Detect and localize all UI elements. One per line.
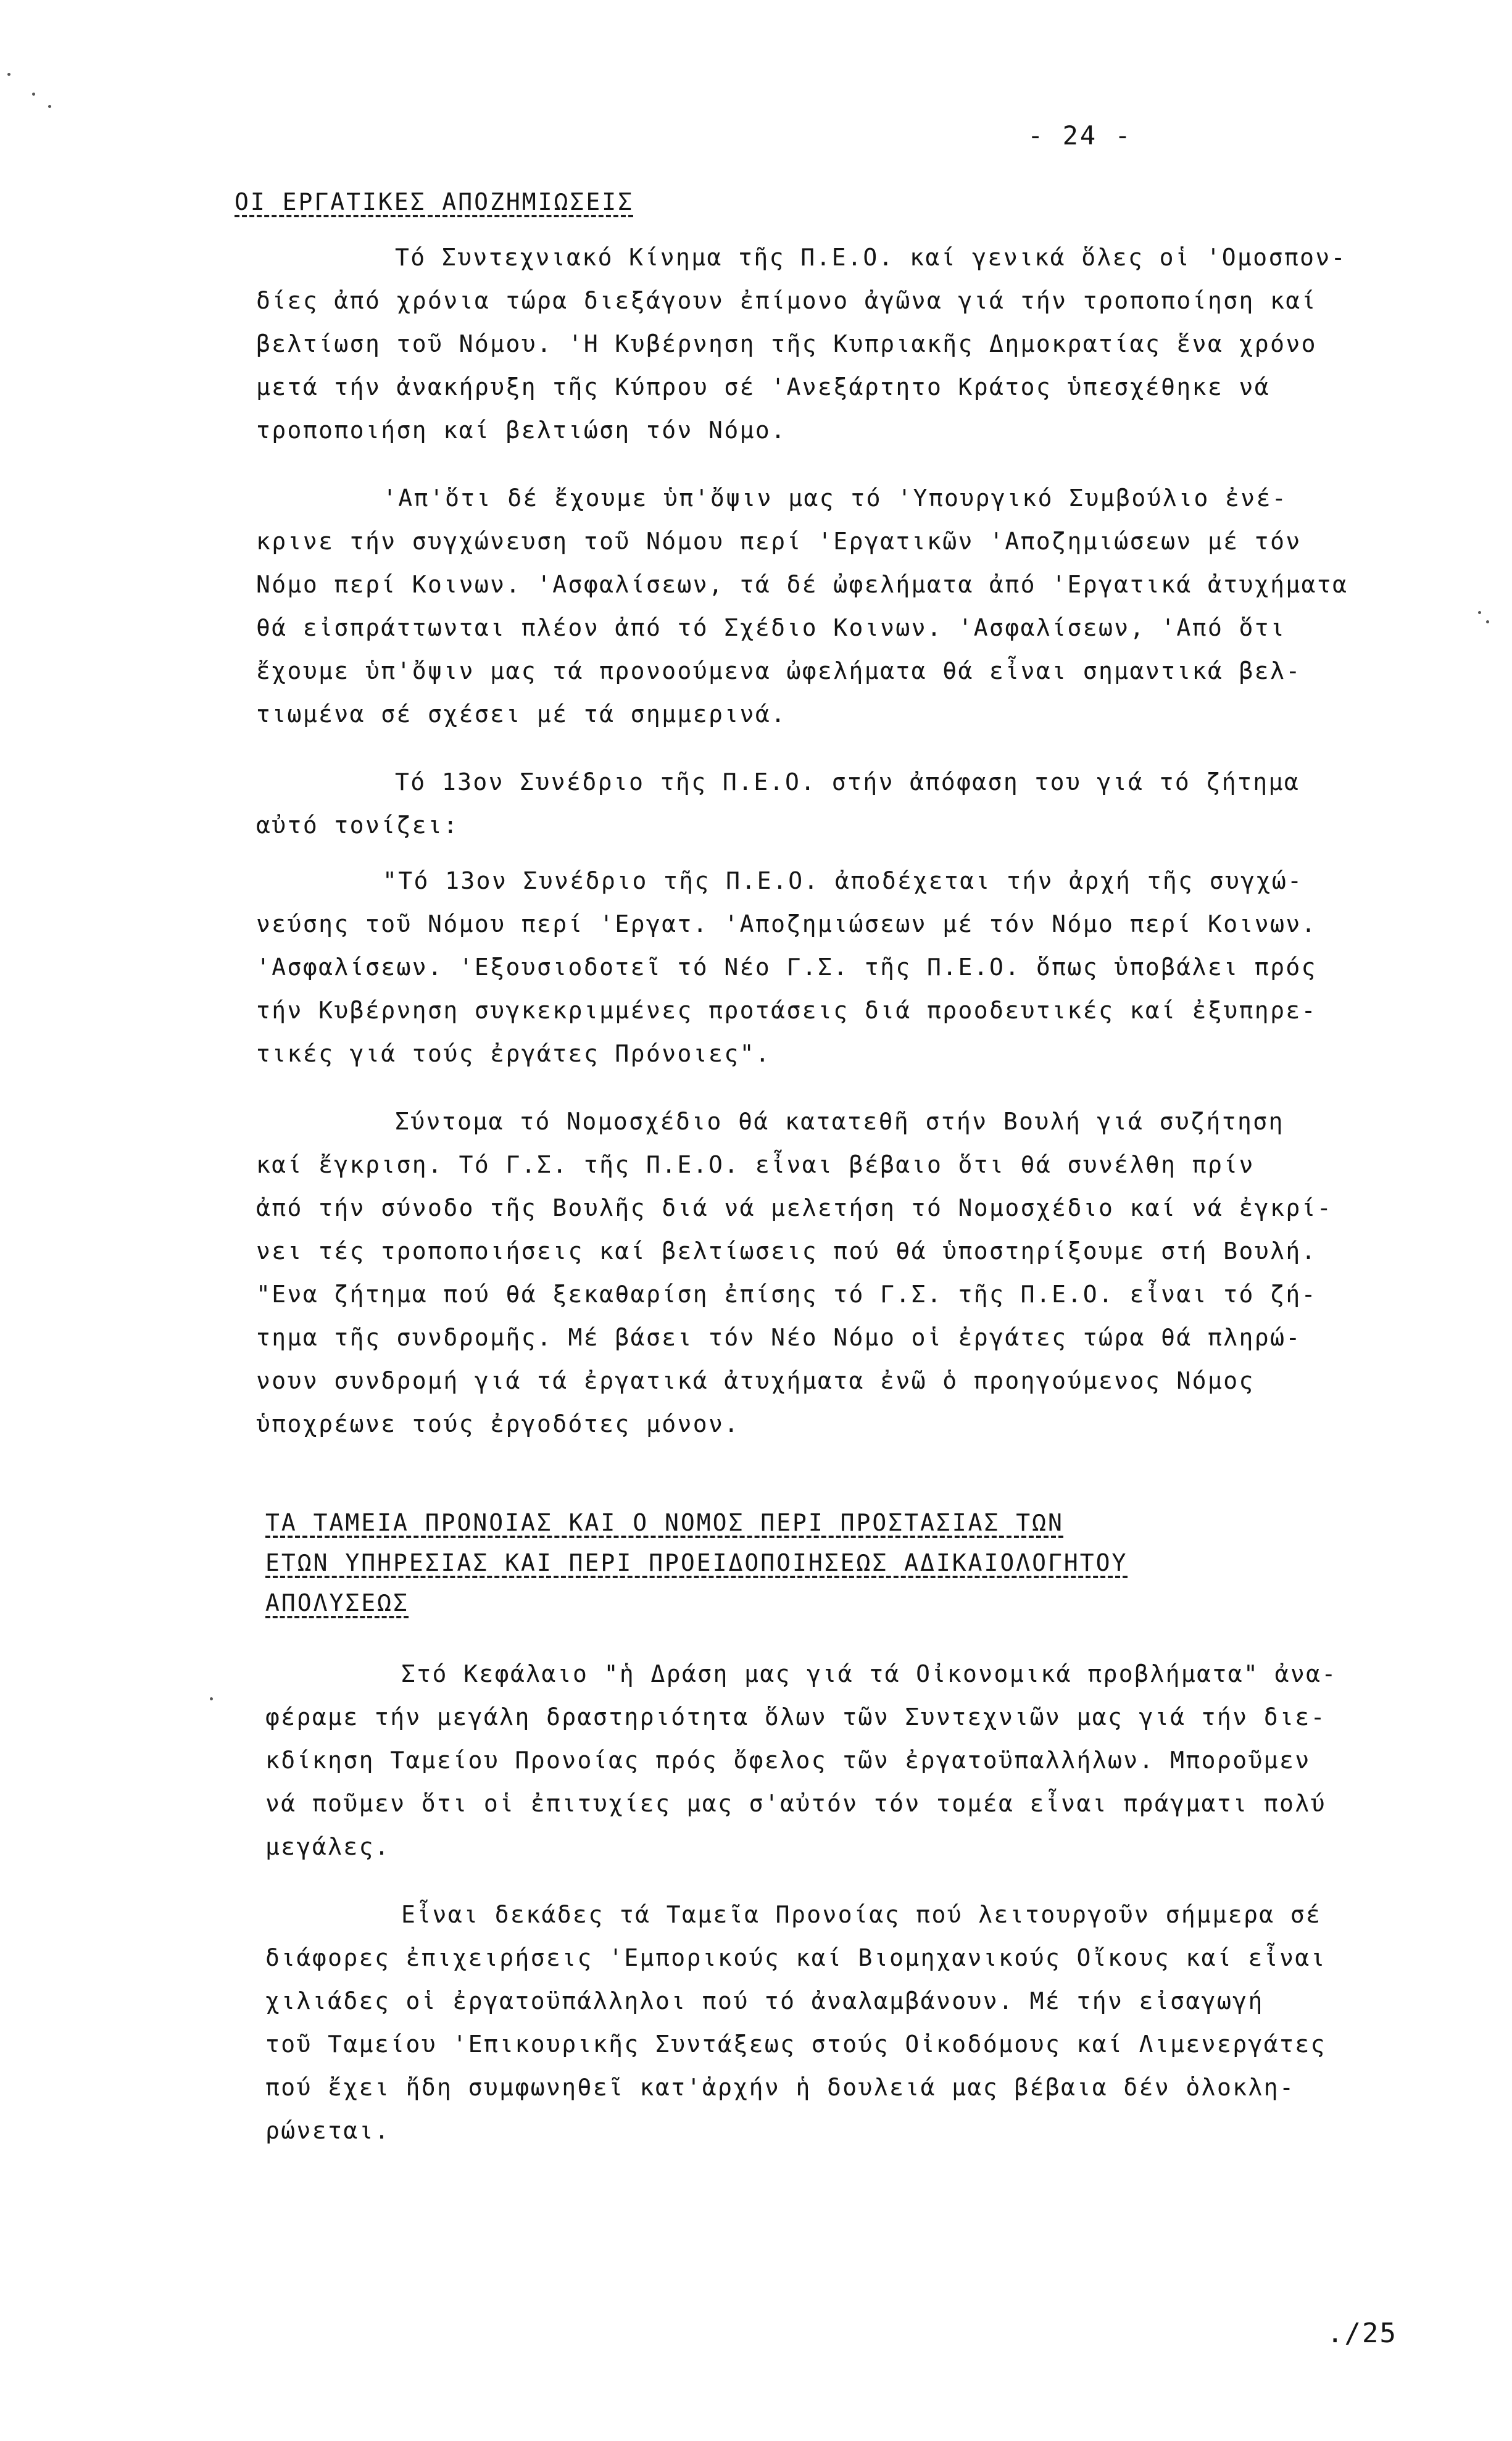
text-line: πού ἔχει ἤδη συμφωνηθεῖ κατ'ἀρχήν ἡ δουλειά μας βέβαια δέν ὁλοκλη- [265, 2074, 1295, 2101]
continuation-marker: ./25 [1327, 2318, 1397, 2349]
scan-speck [210, 1697, 213, 1700]
quote-line: τήν Κυβέρνηση συγκεκριμμένες προτάσεις διά προοδευτικές καί ἐξυπηρε- [256, 997, 1317, 1024]
quote-line: "Τό 13ον Συνέδριο τῆς Π.Ε.Ο. ἀποδέχεται τήν ἀρχή τῆς συγχώ- [383, 867, 1303, 894]
text-line: καί ἔγκριση. Τό Γ.Σ. τῆς Π.Ε.Ο. εἶναι βέβαιο ὅτι θά συνέλθη πρίν [256, 1151, 1255, 1178]
text-line: νά ποῦμεν ὅτι οἱ ἐπιτυχίες μας σ'αὐτόν τόν τομέα εἶναι πράγματι πολύ [265, 1790, 1326, 1817]
text-line: 'Απ'ὅτι δέ ἔχουμε ὑπ'ὄψιν μας τό 'Υπουργικό Συμβούλιο ἐνέ- [383, 484, 1288, 512]
text-line: τροποποιήση καί βελτιώση τόν Νόμο. [256, 417, 787, 444]
text-line: κδίκηση Ταμείου Προνοίας πρός ὄφελος τῶν ἐργατοϋπαλλήλων. Μποροῦμεν [265, 1747, 1311, 1774]
scan-speck [1486, 620, 1489, 623]
text-line: "Ενα ζήτημα πού θά ξεκαθαρίση ἐπίσης τό Γ.Σ. τῆς Π.Ε.Ο. εἶναι τό ζή- [256, 1281, 1317, 1308]
text-line: φέραμε τήν μεγάλη δραστηριότητα ὅλων τῶν Συντεχνιῶν μας γιά τήν διε- [265, 1703, 1326, 1731]
text-line: Τό 13ον Συνέδριο τῆς Π.Ε.Ο. στήν ἀπόφαση του γιά τό ζήτημα [395, 768, 1300, 796]
text-line: κρινε τήν συγχώνευση τοῦ Νόμου περί 'Εργατικῶν 'Αποζημιώσεων μέ τόν [256, 528, 1302, 555]
text-line: δίες ἀπό χρόνια τώρα διεξάγουν ἐπίμονο ἀγῶνα γιά τήν τροποποίηση καί [256, 287, 1317, 314]
scan-speck [7, 73, 10, 76]
text-line: Στό Κεφάλαιο "ἡ Δράση μας γιά τά Οἰκονομικά προβλήματα" ἀνα- [401, 1660, 1337, 1687]
quote-line: τικές γιά τούς ἐργάτες Πρόνοιες". [256, 1040, 771, 1067]
text-line: ἀπό τήν σύνοδο τῆς Βουλῆς διά νά μελετήση τό Νομοσχέδιο καί νά ἐγκρί- [256, 1194, 1333, 1221]
text-line: βελτίωση τοῦ Νόμου. 'Η Κυβέρνηση τῆς Κυπριακῆς Δημοκρατίας ἕνα χρόνο [256, 330, 1317, 357]
text-line: τιωμένα σέ σχέσει μέ τά σημμερινά. [256, 701, 787, 728]
text-line: διάφορες ἐπιχειρήσεις 'Εμπορικούς καί Βιομηχανικούς Οἴκους καί εἶναι [265, 1944, 1326, 1971]
text-line: μετά τήν ἀνακήρυξη τῆς Κύπρου σέ 'Ανεξάρτητο Κράτος ὑπεσχέθηκε νά [256, 373, 1271, 401]
scan-speck [1478, 611, 1481, 614]
text-line: Τό Συντεχνιακό Κίνημα τῆς Π.Ε.Ο. καί γενικά ὅλες οἱ 'Ομοσπον- [395, 244, 1347, 271]
section-heading-workers-compensation: ΟΙ ΕΡΓΑΤΙΚΕΣ ΑΠΟΖΗΜΙΩΣΕΙΣ [235, 188, 634, 215]
section-heading-provident-funds: ΕΤΩΝ ΥΠΗΡΕΣΙΑΣ ΚΑΙ ΠΕΡΙ ΠΡΟΕΙΔΟΠΟΙΗΣΕΩΣ ΑΔΙΚΑΙΟΛΟΓΗΤΟΥ [265, 1549, 1128, 1576]
text-line: ὑποχρέωνε τούς ἐργοδότες μόνον. [256, 1410, 740, 1437]
text-line: νει τές τροποποιήσεις καί βελτίωσεις πού θά ὑποστηρίξουμε στή Βουλή. [256, 1237, 1317, 1265]
text-line: ἔχουμε ὑπ'ὄψιν μας τά προνοούμενα ὠφελήματα θά εἶναι σημαντικά βελ- [256, 657, 1302, 684]
text-line: τοῦ Ταμείου 'Επικουρικῆς Συντάξεως στούς Οἰκοδόμους καί Λιμενεργάτες [265, 2031, 1326, 2058]
text-line: νουν συνδρομή γιά τά ἐργατικά ἀτυχήματα ἐνῶ ὁ προηγούμενος Νόμος [256, 1367, 1255, 1394]
text-line: θά εἰσπράττωνται πλέον ἀπό τό Σχέδιο Κοινων. 'Ασφαλίσεων, 'Από ὅτι [256, 614, 1286, 641]
section-heading-provident-funds: ΑΠΟΛΥΣΕΩΣ [265, 1589, 409, 1616]
text-line: Νόμο περί Κοινων. 'Ασφαλίσεων, τά δέ ὠφελήματα ἀπό 'Εργατικά ἀτυχήματα [256, 571, 1348, 598]
page-number: - 24 - [1028, 120, 1132, 151]
text-line: χιλιάδες οἱ ἐργατοϋπάλληλοι πού τό ἀναλαμβάνουν. Μέ τήν εἰσαγωγή [265, 1987, 1264, 2015]
text-line: ρώνεται. [265, 2117, 391, 2144]
quote-line: νεύσης τοῦ Νόμου περί 'Εργατ. 'Αποζημιώσεων μέ τόν Νόμο περί Κοινων. [256, 910, 1317, 938]
text-line: αὐτό τονίζει: [256, 812, 459, 839]
text-line: τημα τῆς συνδρομῆς. Μέ βάσει τόν Νέο Νόμο οἱ ἐργάτες τώρα θά πληρώ- [256, 1324, 1302, 1351]
scan-speck [32, 93, 35, 96]
text-line: Σύντομα τό Νομοσχέδιο θά κατατεθῆ στήν Βουλή γιά συζήτηση [395, 1108, 1284, 1135]
section-heading-provident-funds: ΤΑ ΤΑΜΕΙΑ ΠΡΟΝΟΙΑΣ ΚΑΙ Ο ΝΟΜΟΣ ΠΕΡΙ ΠΡΟΣΤΑΣΙΑΣ ΤΩΝ [265, 1509, 1064, 1536]
text-line: μεγάλες. [265, 1833, 391, 1860]
text-line: Εἶναι δεκάδες τά Ταμεῖα Προνοίας πού λειτουργοῦν σήμμερα σέ [401, 1901, 1322, 1928]
quote-line: 'Ασφαλίσεων. 'Εξουσιοδοτεῖ τό Νέο Γ.Σ. τῆς Π.Ε.Ο. ὅπως ὑποβάλει πρός [256, 954, 1317, 981]
scan-speck [48, 105, 51, 108]
